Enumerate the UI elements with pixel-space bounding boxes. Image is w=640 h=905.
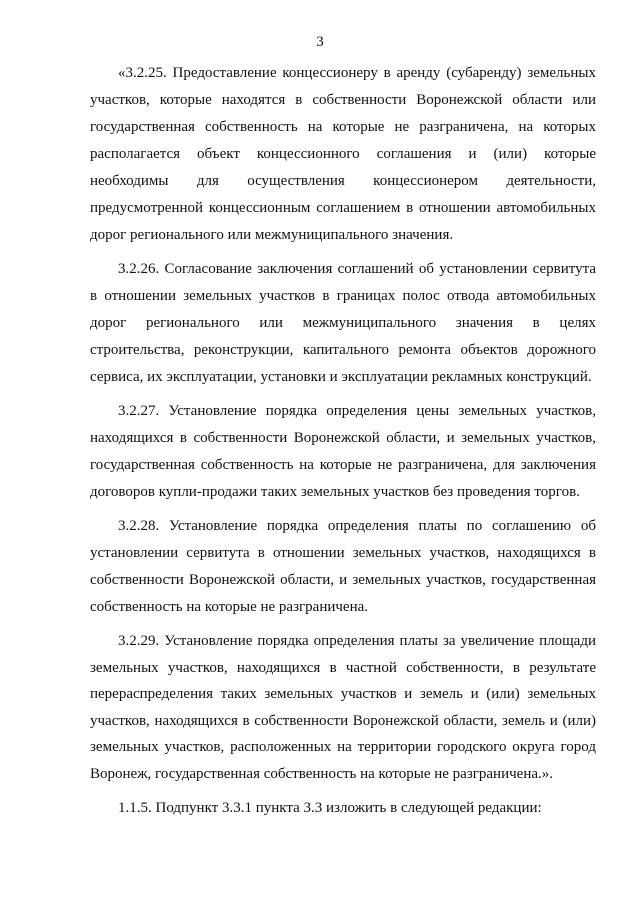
paragraph-3-2-27: 3.2.27. Установление порядка определения цены земельных участков, находящихся в собственности Воронежской области, и земельных участков, государственная собственность на которые не разграничена, для заключения договоров купли-продажи таких земельных участков без проведения торгов. (90, 403, 596, 500)
paragraph-3-2-25: «3.2.25. Предоставление концессионеру в аренду (субаренду) земельных участков, которые находятся в собственности Воронежской области или государственная собственность на которые не разграничена, на которых располагается объект концессионного соглашения и (или) которые необходимы для осуществления концессионером деятельности, предусмотренной концессионным соглашением в отношении автомобильных дорог регионального или межмуниципального значения. (90, 65, 596, 243)
page-number: 3 (316, 34, 324, 50)
paragraph-3-2-26: 3.2.26. Согласование заключения соглашений об установлении сервитута в отношении земельных участков в границах полос отвода автомобильных дорог регионального или межмуниципального значения в целях строительства, реконструкции, капитального ремонта объектов дорожного сервиса, их эксплуатации, установки и эксплуатации рекламных конструкций. (90, 261, 596, 385)
paragraph-3-2-29: 3.2.29. Установление порядка определения платы за увеличение площади земельных участков, находящихся в частной собственности, в результате перераспределения таких земельных участков и земель и (или) земельных участков, находящихся в собственности Воронежской области, земель и (или) земельных участков, расположенных на территории городского округа город Воронеж, государственная собственность на которые не разграничена.». (90, 633, 596, 782)
document-body (90, 60, 596, 829)
paragraph-1-1-5: 1.1.5. Подпункт 3.3.1 пункта 3.3 изложить в следующей редакции: (118, 799, 542, 816)
paragraph-3-2-28: 3.2.28. Установление порядка определения платы по соглашению об установлении сервитута в отношении земельных участков, находящихся в собственности Воронежской области, и земельных участков, государственная собственность на которые не разграничена. (90, 518, 596, 615)
